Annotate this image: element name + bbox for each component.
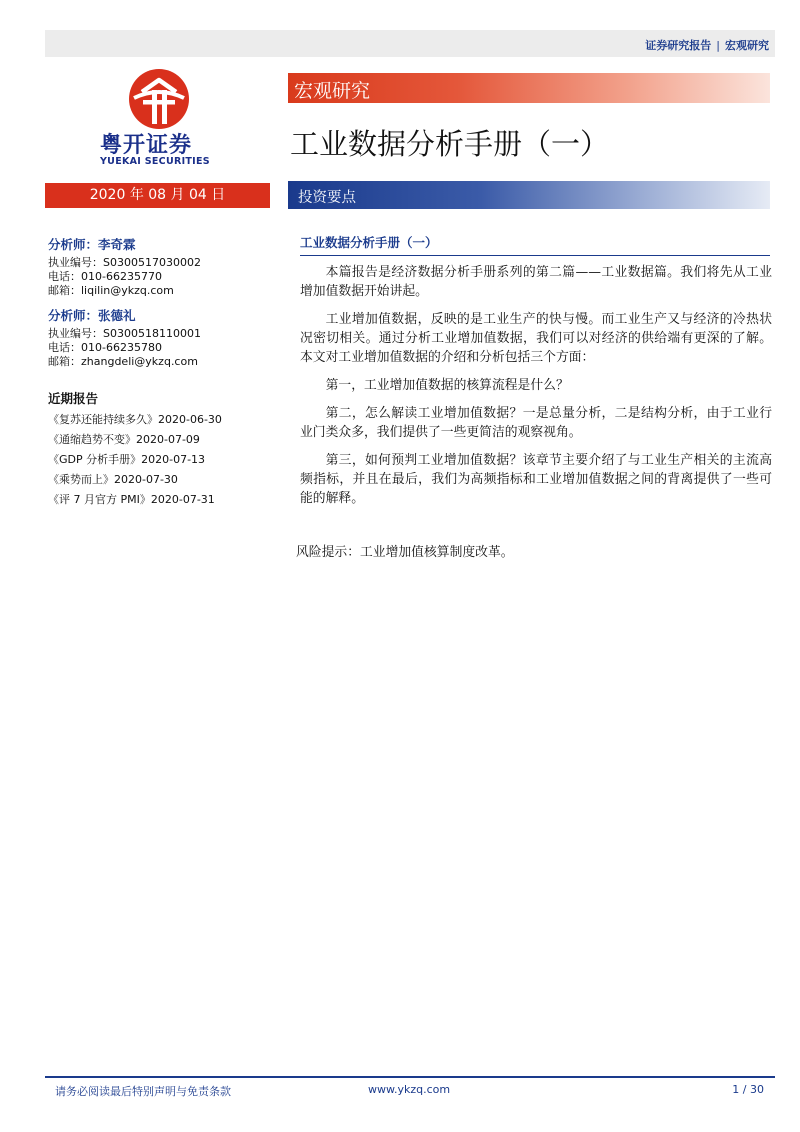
body-paragraph: 工业增加值数据，反映的是工业生产的快与慢。而工业生产又与经济的冷热状况密切相关。通过分析工业增加值数据，我们可以对经济的供给端有更深的了解。本文对工业增加值数据的介绍和分析包括三个方面： bbox=[300, 312, 772, 365]
top-header-strip bbox=[45, 30, 775, 57]
body-paragraph: 本篇报告是经济数据分析手册系列的第二篇——工业数据篇。我们将先从工业增加值数据开始讲起。 bbox=[300, 265, 772, 299]
body-paragraph: 第三，如何预判工业增加值数据？该章节主要介绍了与工业生产相关的主流高频指标，并且在最后，我们为高频指标和工业增加值数据之间的背离提供了一些可能的解释。 bbox=[300, 453, 772, 506]
logo-name-cn: 粤开证券 bbox=[100, 133, 193, 158]
recent-report-item[interactable]: 《GDP 分析手册》2020-07-13 bbox=[48, 453, 206, 466]
footer-divider bbox=[45, 1076, 775, 1078]
analyst-license: 执业编号：S0300517030002 bbox=[48, 256, 201, 269]
category-label: 宏观研究 bbox=[294, 80, 371, 102]
section-banner bbox=[288, 181, 770, 209]
analyst-phone: 电话：010-66235770 bbox=[48, 270, 162, 283]
footer-website-link[interactable]: www.ykzq.com bbox=[368, 1083, 451, 1096]
analyst-name: 分析师：李奇霖 bbox=[48, 237, 136, 252]
analyst-email[interactable]: 邮箱：liqilin@ykzq.com bbox=[48, 284, 174, 297]
body-paragraph: 第一，工业增加值数据的核算流程是什么？ bbox=[325, 378, 569, 393]
analyst-name: 分析师：张德礼 bbox=[48, 308, 136, 323]
analyst-phone: 电话：010-66235780 bbox=[48, 341, 162, 354]
crumb-separator: | bbox=[716, 39, 720, 52]
recent-report-item[interactable]: 《通缩趋势不变》2020-07-09 bbox=[48, 433, 200, 446]
header-breadcrumb bbox=[645, 37, 769, 53]
recent-report-item[interactable]: 《评 7 月官方 PMI》2020-07-31 bbox=[48, 493, 215, 506]
crumb-category: 宏观研究 bbox=[725, 39, 769, 52]
body-paragraph: 第二，怎么解读工业增加值数据？一是总量分析，二是结构分析，由于工业行业门类众多，我们提供了一些更简洁的观察视角。 bbox=[300, 406, 772, 440]
recent-reports-list bbox=[48, 410, 278, 510]
crumb-report-type: 证券研究报告 bbox=[645, 39, 712, 52]
footer-disclaimer[interactable]: 请务必阅读最后特别声明与免责条款 bbox=[55, 1085, 231, 1098]
analyst-email[interactable]: 邮箱：zhangdeli@ykzq.com bbox=[48, 355, 198, 368]
category-banner bbox=[288, 73, 770, 103]
report-date: 2020 年 08 月 04 日 bbox=[45, 183, 270, 208]
yuekai-logo-icon bbox=[128, 68, 190, 130]
section-label: 投资要点 bbox=[298, 190, 356, 206]
report-title: 工业数据分析手册（一） bbox=[290, 127, 610, 161]
analyst-card bbox=[48, 306, 278, 369]
recent-report-item[interactable]: 《复苏还能持续多久》2020-06-30 bbox=[48, 413, 222, 426]
recent-reports-title: 近期报告 bbox=[48, 391, 99, 406]
footer-page-number: 1 / 30 bbox=[732, 1083, 764, 1096]
risk-note: 风险提示：工业增加值核算制度改革。 bbox=[296, 545, 514, 560]
content-body bbox=[300, 263, 772, 517]
logo-name-en: YUEKAI SECURITIES bbox=[100, 156, 210, 167]
recent-report-item[interactable]: 《乘势而上》2020-07-30 bbox=[48, 473, 178, 486]
content-subheading: 工业数据分析手册（一） bbox=[300, 233, 770, 256]
analyst-license: 执业编号：S0300518110001 bbox=[48, 327, 201, 340]
analyst-card bbox=[48, 235, 278, 298]
